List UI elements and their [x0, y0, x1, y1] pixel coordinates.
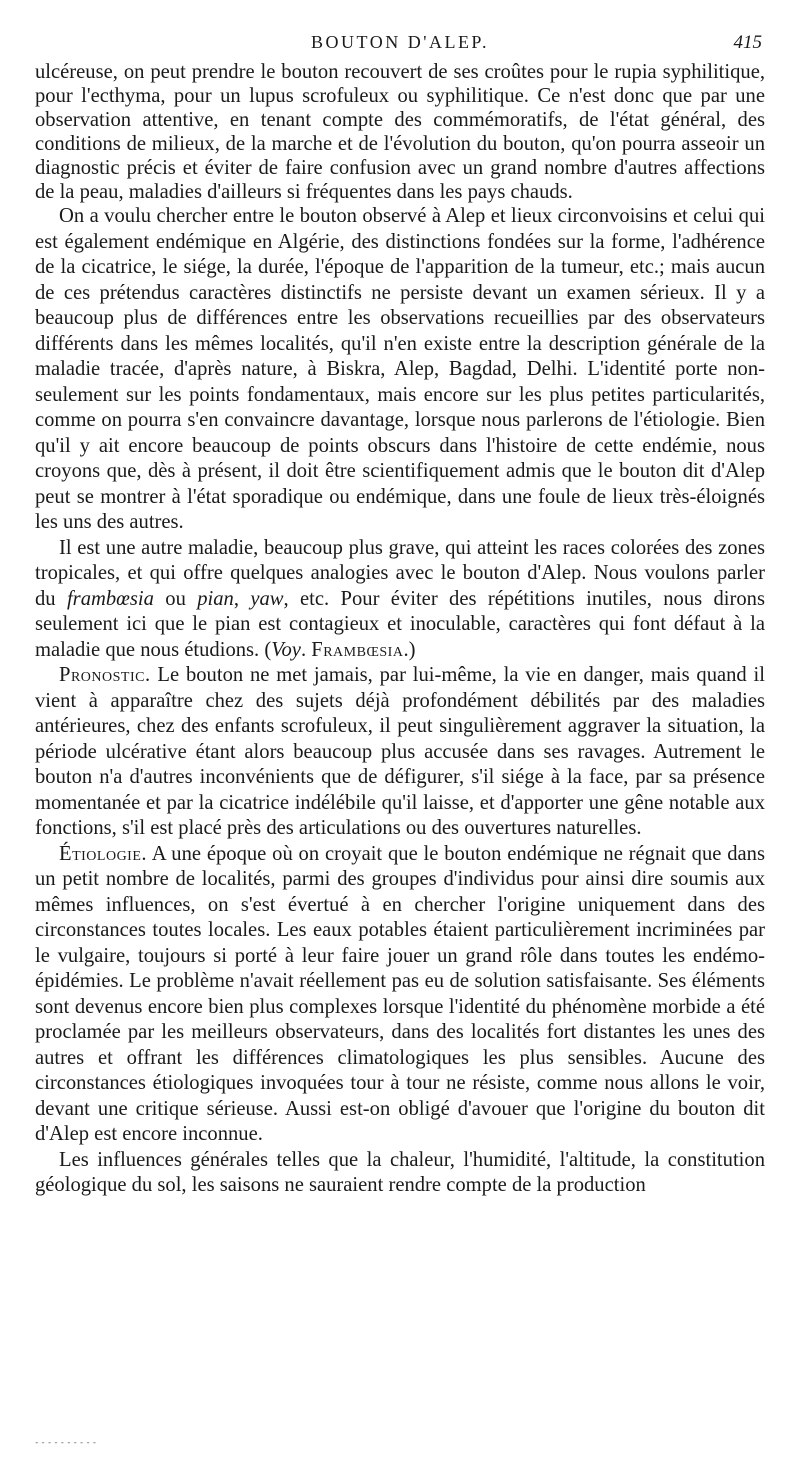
running-title: BOUTON D'ALEP. — [311, 32, 489, 52]
section-heading-pronostic: Pronostic. — [59, 664, 151, 686]
pronostic-text: Le bouton ne met jamais, par lui-même, la vie en danger, mais quand il vient à apparaître chez des sujets déjà profondément débilités par des maladies antérieures, chez des enfants scrofuleux, il peut singulièrement aggraver la situation, la période ulcérative étant alors beaucoup plus accusée dans ses ravages. Autrement le bouton n'a d'autres inconvénients que de défigurer, s'il siége à la face, par sa présence momentanée et par la cicatrice indélébile qu'il laisse, et d'apporter une gêne notable aux fonctions, s'il est placé près des articulations ou des ouvertures naturelles. — [35, 664, 765, 839]
paragraph-frambosia — [35, 536, 765, 664]
term-pian: pian — [197, 587, 234, 610]
paragraph-pronostic — [35, 663, 765, 842]
section-heading-etiologie: Étiologie. — [59, 842, 148, 865]
etiologie-text: A une époque où on croyait que le bouton endémique ne régnait que dans un petit nombre de localités, parmi des groupes d'individus pour ainsi dire soumis aux mêmes influences, on s'est évertué à en chercher l'origine uniquement dans des circonstances toutes locales. Les eaux potables étaient particulièrement incriminées par le vulgaire, toujours si porté à leur faire jouer un grand rôle dans toutes les endémo-épidémies. Le problème n'avait réellement pas eu de solution satisfaisante. Ses éléments sont devenus encore bien plus complexes lorsque l'identité du phénomène morbide a été proclamée par les meilleurs observateurs, dans des localités fort distantes les unes des autres et offrant les différences climatologiques les plus sensibles. Aucune des circonstances étiologiques invoquées tour à tour ne résiste, comme nous allons le voir, devant une critique sérieuse. Aussi est-on obligé d'avouer que l'origine du bouton dit d'Alep est encore inconnue. — [35, 842, 765, 1145]
paragraph-distinctions: On a voulu chercher entre le bouton observé à Alep et lieux circonvoisins et celui qui est également endémique en Algérie, des distinctions fondées sur la forme, l'adhérence de la cicatrice, le siége, la durée, l'époque de l'apparition de la tumeur, etc.; mais aucun de ces prétendus caractères distinctifs ne persiste devant un examen sérieux. Il y a beaucoup plus de différences entre les observations recueillies par des observateurs différents dans les mêmes localités, qu'il n'en existe entre la description générale de la maladie tracée, d'après nature, à Biskra, Alep, Bagdad, Delhi. L'identité porte non-seulement sur les points fondamentaux, mais encore sur les plus petites particularités, comme on pourra s'en convaincre davantage, lorsque nous parlerons de l'étiologie. Bien qu'il y ait encore beaucoup de points obscurs dans l'histoire de cette endémie, nous croyons que, dès à présent, il doit être scientifiquement admis que le bouton dit d'Alep peut se montrer à l'état sporadique ou endémique, dans une foule de lieux très-éloignés les uns des autres. — [35, 205, 765, 533]
voy-abbrev: Voy — [271, 638, 301, 661]
frambosia-text-3: , — [233, 587, 251, 610]
frambosia-text-2: ou — [153, 587, 198, 610]
footer-rule: ---------- — [34, 1438, 99, 1448]
paragraph-influences: Les influences générales telles que la chaleur, l'humidité, l'altitude, la constitution géologique du sol, les saisons ne sauraient rendre compte de la production — [35, 1148, 765, 1196]
body-text — [35, 60, 765, 1199]
running-header — [0, 32, 800, 58]
cross-reference: Frambœsia — [311, 638, 404, 661]
frambosia-text-4: , etc. Pour éviter des répétitions inutiles, nous dirons seulement ici que le pian est contagieux et inoculable, caractères qui font défaut à la maladie que nous étudions. ( — [35, 587, 765, 661]
frambosia-text-1: Il est une autre maladie, beaucoup plus grave, qui atteint les races colorées des zones tropicales, et qui offre quelques analogies avec le bouton d'Alep. Nous voulons parler du — [35, 536, 765, 610]
term-frambosia: frambœsia — [66, 587, 154, 610]
paragraph-etiologie — [35, 842, 765, 1148]
page-number: 415 — [733, 32, 762, 53]
frambosia-text-6: .) — [403, 638, 416, 661]
frambosia-text-5: . — [300, 638, 312, 661]
term-yaw: yaw — [250, 587, 284, 610]
paragraph-diagnostic-continued: ulcéreuse, on peut prendre le bouton recouvert de ses croûtes pour le rupia syphilitique, pour l'ecthyma, pour un lupus scrofuleux ou syphilitique. Ce n'est donc que par une observation attentive, en tenant compte des commémoratifs, de l'état général, des conditions de milieux, de la marche et de l'évolution du bouton, qu'on pourra asseoir un diagnostic précis et éviter de faire confusion avec un grand nombre d'autres affections de la peau, maladies d'ailleurs si fréquentes dans les pays chauds. — [35, 61, 765, 203]
